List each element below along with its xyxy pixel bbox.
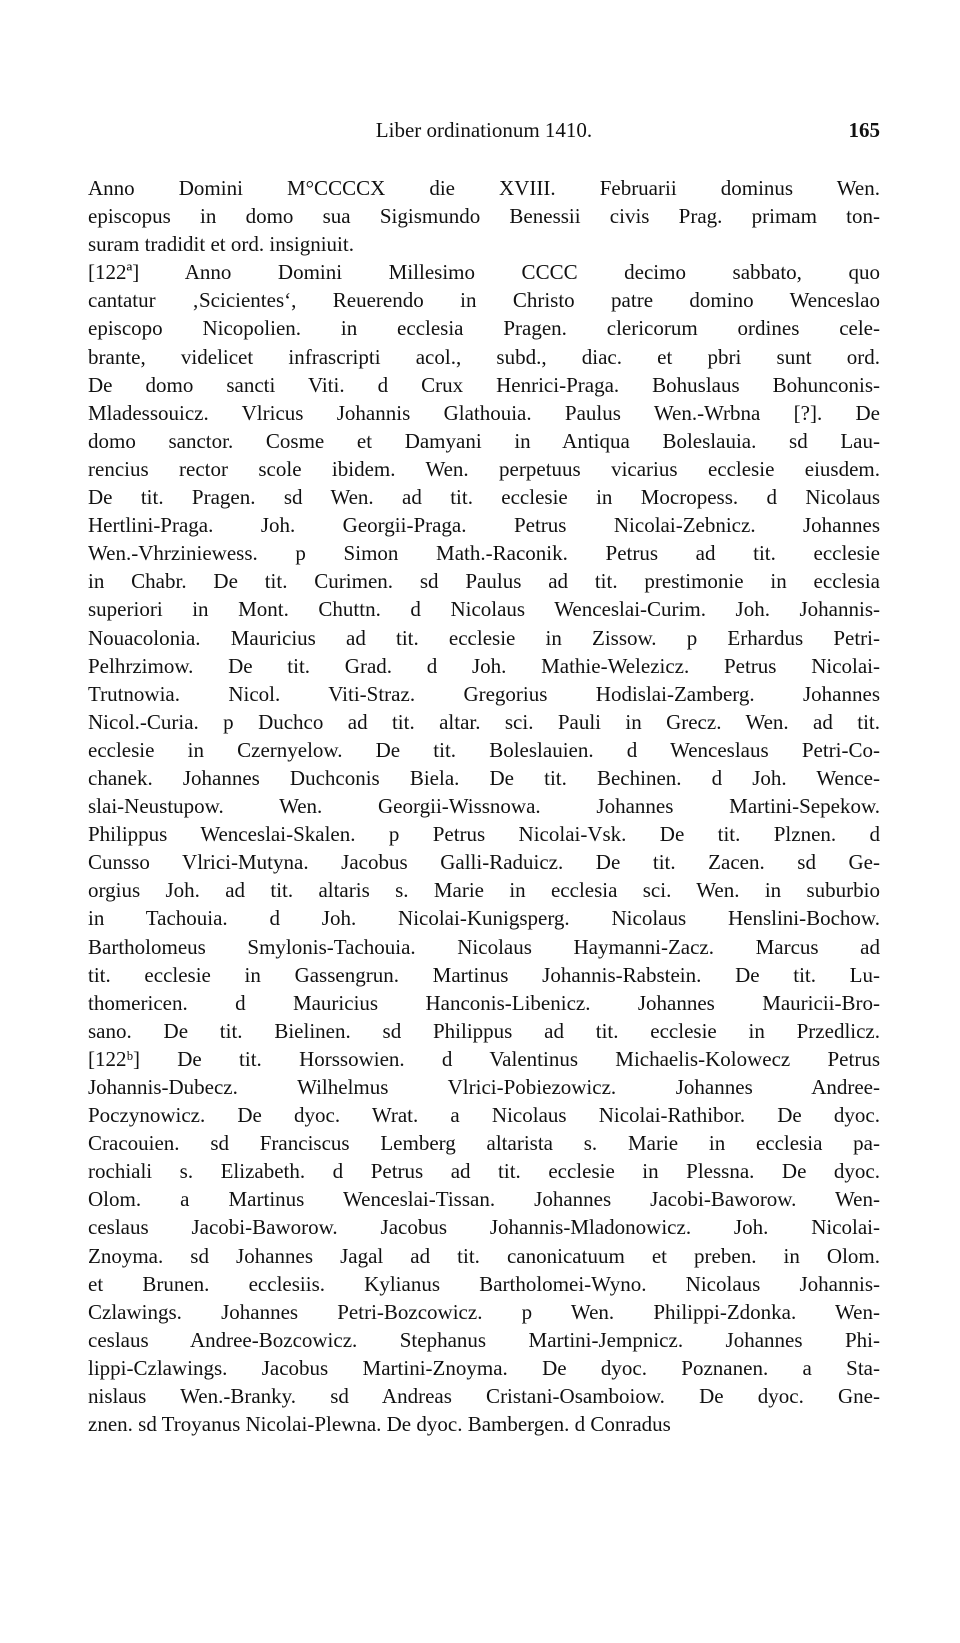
text-line: Czlawings. Johannes Petri-Bozcowicz. p Wen. Philippi-Zdonka. Wen- [88, 1299, 880, 1324]
text-line: slai-Neustupow. Wen. Georgii-Wissnowa. Johannes Martini-Sepekow. [88, 794, 880, 819]
page-number: 165 [848, 118, 880, 142]
text-line: rencius rector scole ibidem. Wen. perpetuus vicarius ecclesie eiusdem. [88, 456, 880, 481]
text-line: Hertlini-Praga. Joh. Georgii-Praga. Petrus Nicolai-Zebnicz. Johannes [88, 513, 880, 538]
text-line: orgius Joh. ad tit. altaris s. Marie in ecclesia sci. Wen. in suburbio [88, 878, 880, 903]
text-line: znen. sd Troyanus Nicolai-Plewna. De dyoc. Bambergen. d Conradus [88, 1412, 671, 1437]
text-line: Pelhrzimow. De tit. Grad. d Joh. Mathie-Welezicz. Petrus Nicolai- [88, 653, 880, 678]
text-line: superiori in Mont. Chuttn. d Nicolaus Wenceslai-Curim. Joh. Johannis- [88, 597, 880, 622]
text-line: Cracouien. sd Franciscus Lemberg altarista s. Marie in ecclesia pa- [88, 1131, 880, 1156]
text-line: [122ª] Anno Domini Millesimo CCCC decimo sabbato, quo [88, 260, 880, 285]
text-line: et Brunen. ecclesiis. Kylianus Bartholomei-Wyno. Nicolaus Johannis- [88, 1271, 880, 1296]
text-line: Nicol.-Curia. p Duchco ad tit. altar. sci. Pauli in Grecz. Wen. ad tit. [88, 709, 880, 734]
text-line: Cunsso Vlrici-Mutyna. Jacobus Galli-Raduicz. De tit. Zacen. sd Ge- [88, 850, 880, 875]
text-line: ecclesie in Czernyelow. De tit. Boleslauien. d Wenceslaus Petri-Co- [88, 737, 880, 762]
text-line: rochiali s. Elizabeth. d Petrus ad tit. ecclesie in Plessna. De dyoc. [88, 1159, 880, 1184]
text-line: Johannis-Dubecz. Wilhelmus Vlrici-Pobiezowicz. Johannes Andree- [88, 1075, 880, 1099]
text-line: sano. De tit. Bielinen. sd Philippus ad tit. ecclesie in Przedlicz. [88, 1018, 880, 1043]
text-line: in Tachouia. d Joh. Nicolai-Kunigsperg. Nicolaus Henslini-Bochow. [88, 906, 880, 931]
text-line: nislaus Wen.-Branky. sd Andreas Cristani-Osamboiow. De dyoc. Gne- [88, 1384, 880, 1409]
text-line: brante, videlicet infrascripti acol., subd., diac. et pbri sunt ord. [88, 344, 880, 369]
text-line: De tit. Pragen. sd Wen. ad tit. ecclesie in Mocropess. d Nicolaus [88, 485, 880, 510]
document-page [88, 112, 880, 1438]
text-line: Bartholomeus Smylonis-Tachouia. Nicolaus Haymanni-Zacz. Marcus ad [88, 934, 880, 959]
page-header [88, 112, 880, 152]
text-line: thomericen. d Mauricius Hanconis-Libenicz. Johannes Mauricii-Bro- [88, 990, 880, 1015]
body-text [88, 174, 880, 1438]
text-line: lippi-Czlawings. Jacobus Martini-Znoyma. De dyoc. Poznanen. a Sta- [88, 1355, 880, 1380]
text-line: Mladessouicz. Vlricus Johannis Glathouia. Paulus Wen.-Wrbna [?]. De [88, 400, 880, 425]
text-line: Poczynowicz. De dyoc. Wrat. a Nicolaus Nicolai-Rathibor. De dyoc. [88, 1103, 880, 1128]
text-line: [122ᵇ] De tit. Horssowien. d Valentinus Michaelis-Kolowecz Petrus [88, 1046, 880, 1071]
text-line: episcopus in domo sua Sigismundo Benessii civis Prag. primam ton- [88, 204, 880, 229]
text-line: Anno Domini M°CCCCX die XVIII. Februarii dominus Wen. [88, 176, 880, 200]
text-line: De domo sancti Viti. d Crux Henrici-Praga. Bohuslaus Bohunconis- [88, 372, 880, 397]
text-line: cantatur ‚Scicientes‘, Reuerendo in Christo patre domino Wenceslao [88, 288, 880, 313]
text-line: episcopo Nicopolien. in ecclesia Pragen. clericorum ordines cele- [88, 316, 880, 341]
text-line: ceslaus Andree-Bozcowicz. Stephanus Martini-Jempnicz. Johannes Phi- [88, 1327, 880, 1352]
text-line: Znoyma. sd Johannes Jagal ad tit. canonicatuum et preben. in Olom. [88, 1243, 880, 1268]
text-line: Philippus Wenceslai-Skalen. p Petrus Nicolai-Vsk. De tit. Plznen. d [88, 822, 880, 847]
text-line: suram tradidit et ord. insigniuit. [88, 232, 354, 257]
text-line: in Chabr. De tit. Curimen. sd Paulus ad tit. prestimonie in ecclesia [88, 569, 880, 594]
text-line: Nouacolonia. Mauricius ad tit. ecclesie in Zissow. p Erhardus Petri- [88, 625, 880, 650]
text-line: Wen.-Vhrziniewess. p Simon Math.-Raconik. Petrus ad tit. ecclesie [88, 541, 880, 566]
text-line: chanek. Johannes Duchconis Biela. De tit. Bechinen. d Joh. Wence- [88, 765, 880, 790]
text-line: Olom. a Martinus Wenceslai-Tissan. Johannes Jacobi-Baworow. Wen- [88, 1187, 880, 1212]
text-line: tit. ecclesie in Gassengrun. Martinus Johannis-Rabstein. De tit. Lu- [88, 962, 880, 987]
text-line: Trutnowia. Nicol. Viti-Straz. Gregorius Hodislai-Zamberg. Johannes [88, 681, 880, 706]
running-title: Liber ordinationum 1410. [375, 118, 593, 142]
text-line: ceslaus Jacobi-Baworow. Jacobus Johannis-Mladonowicz. Joh. Nicolai- [88, 1215, 880, 1240]
text-line: domo sanctor. Cosme et Damyani in Antiqua Boleslauia. sd Lau- [88, 428, 880, 453]
